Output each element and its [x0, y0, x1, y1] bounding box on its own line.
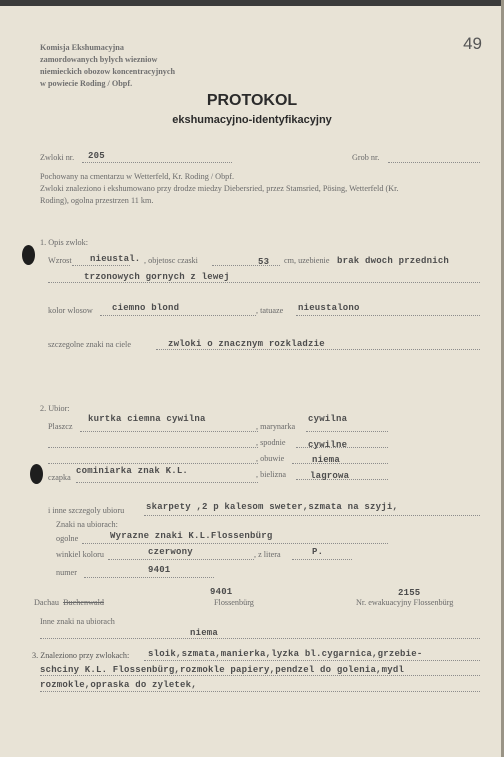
obuwie-label: , obuwie: [256, 454, 285, 463]
ewak-number: 2155: [398, 588, 421, 598]
buchenwald-label: Buchenwald: [63, 598, 104, 607]
winkiel-label: winkiel koloru: [56, 550, 104, 559]
cm-label: cm, uzebienie: [284, 256, 330, 265]
header-line-4: w powiecie Roding / Obpf.: [40, 79, 133, 88]
znaki-value: zwloki o znacznym rozkladzie: [168, 339, 325, 349]
intro-line-1: Pochowany na cmentarzu w Wetterfeld, Kr. Roding / Obpf.: [40, 172, 235, 181]
section3-line-3: [40, 691, 480, 692]
section3-heading: 3. Znaleziono przy zwlokach:: [32, 651, 130, 660]
objetosc-line: [212, 265, 280, 266]
znaki-label: szczegolne znaki na ciele: [48, 340, 131, 349]
bielizna-value: lagrowa: [310, 471, 350, 481]
plaszcz-label: Plaszcz: [48, 422, 73, 431]
uzebienie-line-2: [48, 282, 480, 283]
litera-label: , z litera: [254, 550, 281, 559]
objetosc-value: 53: [258, 257, 270, 267]
winkiel-value: czerwony: [148, 547, 193, 557]
wzrost-line: [72, 265, 130, 266]
znaki-line: [156, 349, 480, 350]
intro-line-2: Zwloki znaleziono i ekshumowano przy drodze miedzy Diebersried, przez Stamsried, Pösing, Wetterfeld (Kr.: [40, 184, 399, 193]
intro-line-3: Roding), ogolna przestrzen 11 km.: [40, 196, 154, 205]
punch-hole-top: [22, 245, 35, 265]
inne-line: [144, 515, 480, 516]
winkiel-line: [108, 559, 254, 560]
commission-header: [40, 42, 175, 90]
dachau-label: Dachau: [34, 598, 60, 607]
marynarka-label: , marynarka: [256, 422, 296, 431]
page-number: 49: [463, 34, 482, 53]
kolor-line: [100, 315, 256, 316]
section3-line-1: [144, 660, 480, 661]
document-title: PROTOKOL: [206, 92, 298, 109]
zwloki-value: 205: [88, 151, 105, 161]
kolor-value: ciemno blond: [112, 303, 180, 313]
obuwie-value: niema: [312, 455, 341, 465]
header-line-1: Komisja Ekshumacyjna: [40, 43, 124, 52]
inne-label: i inne szczegoly ubioru: [48, 506, 125, 515]
punch-hole-bottom: [30, 464, 43, 484]
numer-line: [84, 577, 214, 578]
camp-label-row: [34, 598, 104, 607]
wzrost-value: nieustal.: [90, 254, 141, 264]
zwloki-label: Zwloki nr.: [40, 153, 75, 162]
czapka-label: czapka: [48, 473, 71, 482]
numer-label: numer: [56, 568, 77, 577]
tatuaze-line: [296, 315, 480, 316]
kolor-label: kolor wlosow: [48, 306, 93, 315]
wzrost-label: Wzrost: [48, 256, 72, 265]
uzebienie-value-2: trzonowych gornych z lewej: [84, 272, 230, 282]
numer-value: 9401: [148, 565, 171, 575]
objetosc-label: , objetosc czaski: [144, 256, 198, 265]
plaszcz-value: kurtka ciemna cywilna: [88, 414, 206, 424]
czapka-line: [76, 482, 258, 483]
section3-line-2: [40, 675, 480, 676]
inne-znaki-label: Inne znaki na ubiorach: [40, 617, 115, 626]
inne-znaki-line: [40, 638, 480, 639]
zwloki-line: [82, 162, 232, 163]
czapka-value: cominiarka znak K.L.: [76, 466, 189, 476]
plaszcz-line: [80, 431, 258, 432]
litera-value: P.: [312, 547, 324, 557]
section2-heading: 2. Ubior:: [40, 404, 70, 413]
litera-line: [292, 559, 352, 560]
obuwie-lead-line: [48, 463, 258, 464]
marynarka-value: cywilna: [308, 414, 348, 424]
grob-label: Grob nr.: [352, 153, 380, 162]
inne-value: skarpety ,2 p kalesom sweter,szmata na szyji,: [146, 502, 399, 512]
grob-line: [388, 162, 480, 163]
document-subtitle: ekshumacyjno-identyfikacyjny: [172, 114, 332, 126]
spodnie-value: cywilne: [308, 440, 348, 450]
section3-value-1: sloik,szmata,manierka,lyzka bl.cygarnica,grzebie-: [148, 649, 423, 659]
ogolne-value: Wyrazne znaki K.L.Flossenbürg: [110, 531, 273, 541]
ewak-label: Nr. ewakuacyjny Flossenbürg: [356, 598, 454, 607]
ogolne-label: ogolne: [56, 534, 79, 543]
tatuaze-value: nieustalono: [298, 303, 360, 313]
header-line-3: niemieckich obozow koncentracyjnych: [40, 67, 176, 76]
flossenburg-label: Flossenbürg: [214, 598, 254, 607]
spodnie-lead-line: [48, 447, 258, 448]
flossenburg-number: 9401: [210, 587, 233, 597]
inne-znaki-value: niema: [190, 628, 219, 638]
section3-value-2: schciny K.L. Flossenbürg,rozmokle papiery,pendzel do golenia,mydl: [40, 665, 405, 675]
uzebienie-value: brak dwoch przednich: [337, 256, 450, 266]
tatuaze-label: , tatuaze: [256, 306, 284, 315]
section3-value-3: rozmokle,opraska do zyletek,: [40, 680, 197, 690]
spodnie-label: , spodnie: [256, 438, 286, 447]
marynarka-line: [306, 431, 388, 432]
section1-heading: 1. Opis zwlok:: [40, 238, 88, 247]
znaki-ubior-label: Znaki na ubiorach:: [56, 520, 118, 529]
ogolne-line: [82, 543, 388, 544]
header-line-2: zamordowanych bylych wiezniow: [40, 55, 158, 64]
bielizna-label: , bielizna: [256, 470, 287, 479]
